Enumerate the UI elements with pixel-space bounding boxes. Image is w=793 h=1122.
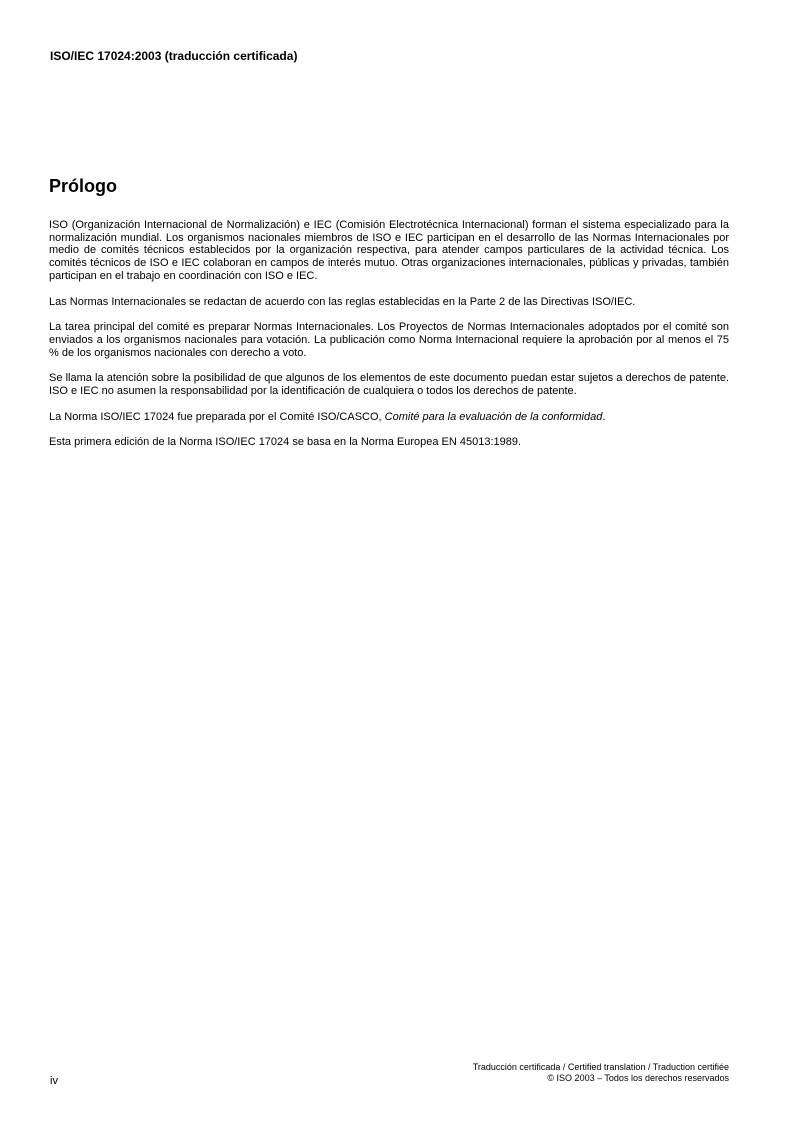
body-text [49, 219, 729, 462]
page-number: iv [50, 1075, 58, 1087]
paragraph-first-edition: Esta primera edición de la Norma ISO/IEC 17024 se basa en la Norma Europea EN 45013:1989. [49, 436, 522, 449]
paragraph-prepared-by [49, 411, 729, 424]
document-header-title: ISO/IEC 17024:2003 (traducción certificada) [50, 49, 298, 63]
copyright-notice: © ISO 2003 – Todos los derechos reservados [547, 1073, 729, 1083]
paragraph-intro: ISO (Organización Internacional de Normalización) e IEC (Comisión Electrotécnica Internacional) forman el sistema especializado para la normalización mundial. Los organismos nacionales miembros de ISO e IEC participan en el desarrollo de las Normas Internacionales por medio de comités técnicos establecidos por la organización respectiva, para atender campos particulares de la actividad técnica. Los comités técnicos de ISO e IEC colaboran en campos de interés mutuo. Otras organizaciones internacionales, públicas y privadas, también participan en el trabajo en coordinación con ISO e IEC. [49, 219, 729, 282]
prepared-by-text: La Norma ISO/IEC 17024 fue preparada por el Comité ISO/CASCO, [49, 410, 385, 423]
paragraph-patent-rights: Se llama la atención sobre la posibilidad de que algunos de los elementos de este documento puedan estar sujetos a derechos de patente. ISO e IEC no asumen la responsabilidad por la identificación de cualquiera o todos los derechos de patente. [49, 372, 729, 398]
section-title: Prólogo [49, 176, 117, 196]
translation-note: Traducción certificada / Certified translation / Traduction certifiée [472, 1062, 729, 1072]
committee-name: Comité para la evaluación de la conformidad [384, 410, 603, 423]
paragraph-directives: Las Normas Internacionales se redactan de acuerdo con las reglas establecidas en la Parte 2 de las Directivas ISO/IEC. [49, 295, 636, 308]
prepared-by-end: . [602, 410, 606, 423]
footer-notice [473, 1062, 729, 1084]
paragraph-committee-task: La tarea principal del comité es preparar Normas Internacionales. Los Proyectos de Normas Internacionales adoptados por el comité son enviados a los organismos nacionales para votación. La publicación como Norma Internacional requiere la aprobación por al menos el 75 % de los organismos nacionales con derecho a voto. [49, 321, 729, 359]
